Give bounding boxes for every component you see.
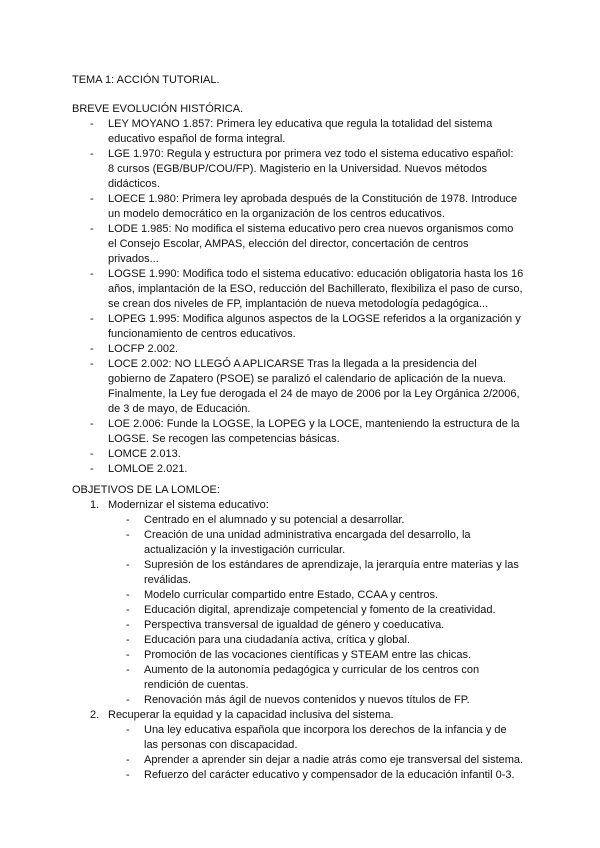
dash-bullet: - (90, 313, 94, 325)
text-line: 8 cursos (EGB/BUP/COU/FP). Magisterio en la Universidad. Nuevos métodos (108, 163, 488, 175)
history-item (0, 222, 600, 267)
history-item (0, 447, 600, 462)
objective-item (0, 633, 600, 648)
objective-item-text (144, 513, 529, 528)
objective-item-text (144, 603, 529, 618)
dash-bullet: - (126, 619, 130, 631)
dash-bullet: - (90, 223, 94, 235)
dash-bullet: - (90, 268, 94, 280)
text-line: educativo español de forma integral. (108, 133, 286, 145)
objective-item-text (144, 768, 529, 783)
objective-item (0, 513, 600, 528)
history-item-text (108, 417, 600, 447)
text-line: Creación de una unidad administrativa encargada del desarrollo, la (144, 529, 471, 541)
objective-item (0, 618, 600, 633)
dash-bullet: - (90, 418, 94, 430)
objective-item-text (144, 528, 529, 558)
history-item-text (108, 222, 600, 267)
history-item (0, 267, 600, 312)
history-item-text (108, 312, 600, 342)
objective-item-text (144, 753, 529, 768)
objective-item-text (144, 648, 529, 663)
text-line: Finalmente, la Ley fue derogada el 24 de mayo de 2006 por la Ley Orgánica 2/2006, (108, 388, 520, 400)
text-line: el Consejo Escolar, AMPAS, elección del director, concertación de centros (108, 238, 469, 250)
dash-bullet: - (90, 193, 94, 205)
objective-sublist (0, 723, 600, 783)
objective-item-text (144, 663, 529, 693)
objective-sublist (0, 513, 600, 708)
text-line: Centrado en el alumnado y su potencial a desarrollar. (144, 514, 405, 526)
history-item (0, 462, 600, 477)
history-item-text (108, 117, 600, 147)
history-item (0, 192, 600, 222)
text-line: LEY MOYANO 1.857: Primera ley educativa que regula la totalidad del sistema (108, 118, 493, 130)
history-item-text (108, 342, 600, 357)
history-list (0, 117, 600, 477)
history-item (0, 357, 600, 417)
objective-number: 2. (90, 709, 100, 721)
text-line: Aprender a aprender sin dejar a nadie atrás como eje transversal del sistema. (144, 754, 524, 766)
objective-item (0, 663, 600, 693)
history-item-text (108, 267, 600, 312)
dash-bullet: - (126, 724, 130, 736)
history-item (0, 342, 600, 357)
objective-item (0, 648, 600, 663)
text-line: rendición de cuentas. (144, 679, 249, 691)
text-line: gobierno de Zapatero (PSOE) se paralizó el calendario de aplicación de la nueva. (108, 373, 507, 385)
dash-bullet: - (126, 559, 130, 571)
objective-item-text (144, 723, 529, 753)
objectives-heading: OBJETIVOS DE LA LOMLOE: (72, 484, 220, 496)
text-line: años, implantación de la ESO, reducción del Bachillerato, flexibiliza el paso de curso, (108, 283, 523, 295)
objective-number: 1. (90, 499, 100, 511)
history-item (0, 117, 600, 147)
text-line: LOCFP 2.002. (108, 343, 179, 355)
objective-item (0, 768, 600, 783)
history-item (0, 312, 600, 342)
text-line: Promoción de las vocaciones científicas y STEAM entre las chicas. (144, 649, 472, 661)
dash-bullet: - (126, 589, 130, 601)
dash-bullet: - (126, 754, 130, 766)
dash-bullet: - (126, 604, 130, 616)
text-line: LOPEG 1.995: Modifica algunos aspectos de la LOGSE referidos a la organización y (108, 313, 521, 325)
objective-group-heading (0, 498, 600, 513)
text-line: LODE 1.985: No modifica el sistema educativo pero crea nuevos organismos como (108, 223, 514, 235)
text-line: LOGSE 1.990: Modifica todo el sistema educativo: educación obligatoria hasta los 16 (108, 268, 524, 280)
dash-bullet: - (126, 529, 130, 541)
history-item-text (108, 147, 600, 192)
objective-item (0, 753, 600, 768)
objective-item (0, 723, 600, 753)
text-line: LOECE 1.980: Primera ley aprobada después de la Constitución de 1978. Introduce (108, 193, 518, 205)
text-line: de 3 de mayo, de Educación. (108, 403, 251, 415)
dash-bullet: - (90, 463, 94, 475)
text-line: LOGSE. Se recogen las competencias básicas. (108, 433, 340, 445)
objective-item (0, 603, 600, 618)
history-heading: BREVE EVOLUCIÓN HISTÓRICA. (72, 103, 244, 115)
objective-item (0, 558, 600, 588)
document-title: TEMA 1: ACCIÓN TUTORIAL. (72, 74, 220, 86)
objective-item-text (144, 633, 529, 648)
text-line: Educación digital, aprendizaje competencial y fomento de la creatividad. (144, 604, 496, 616)
text-line: LOMLOE 2.021. (108, 463, 188, 475)
text-line: Renovación más ágil de nuevos contenidos y nuevos títulos de FP. (144, 694, 470, 706)
text-line: Aumento de la autonomía pedagógica y curricular de los centros con (144, 664, 480, 676)
history-item-text (108, 447, 600, 462)
dash-bullet: - (126, 514, 130, 526)
dash-bullet: - (90, 448, 94, 460)
text-line: didácticos. (108, 178, 160, 190)
text-line: un modelo democrático en la organización de los centros educativos. (108, 208, 445, 220)
history-item-text (108, 192, 600, 222)
dash-bullet: - (126, 769, 130, 781)
history-item (0, 147, 600, 192)
objective-group (0, 498, 600, 708)
objective-item (0, 693, 600, 708)
text-line: Supresión de los estándares de aprendizaje, la jerarquía entre materias y las (144, 559, 519, 571)
dash-bullet: - (90, 343, 94, 355)
text-line: LOMCE 2.013. (108, 448, 181, 460)
objective-item-text (144, 588, 529, 603)
dash-bullet: - (90, 358, 94, 370)
objective-group (0, 708, 600, 783)
text-line: Modelo curricular compartido entre Estado, CCAA y centros. (144, 589, 439, 601)
text-line: Una ley educativa española que incorpora los derechos de la infancia y de (144, 724, 507, 736)
history-item-text (108, 357, 600, 417)
text-line: Educación para una ciudadanía activa, crítica y global. (144, 634, 410, 646)
history-item (0, 417, 600, 447)
text-line: Perspectiva transversal de igualdad de género y coeducativa. (144, 619, 445, 631)
objective-item-text (144, 618, 529, 633)
text-line: Refuerzo del carácter educativo y compensador de la educación infantil 0-3. (144, 769, 515, 781)
dash-bullet: - (126, 634, 130, 646)
objectives-list (0, 498, 600, 783)
objective-item-text (144, 693, 529, 708)
text-line: actualización y la investigación curricular. (144, 544, 346, 556)
text-line: reválidas. (144, 574, 192, 586)
objective-label: Modernizar el sistema educativo: (108, 499, 269, 511)
history-item-text (108, 462, 600, 477)
text-line: se crean dos niveles de FP, implantación de nueva metodología pedagógica... (108, 298, 489, 310)
dash-bullet: - (126, 649, 130, 661)
text-line: LGE 1.970: Regula y estructura por primera vez todo el sistema educativo español: (108, 148, 514, 160)
text-line: LOE 2.006: Funde la LOGSE, la LOPEG y la LOCE, manteniendo la estructura de la (108, 418, 520, 430)
dash-bullet: - (126, 694, 130, 706)
text-line: privados... (108, 253, 159, 265)
text-line: funcionamiento de centros educativos. (108, 328, 296, 340)
objective-item (0, 528, 600, 558)
objective-group-heading (0, 708, 600, 723)
objective-item-text (144, 558, 529, 588)
text-line: las personas con discapacidad. (144, 739, 298, 751)
text-line: LOCE 2.002: NO LLEGÓ A APLICARSE Tras la llegada a la presidencia del (108, 358, 477, 370)
objective-item (0, 588, 600, 603)
dash-bullet: - (126, 664, 130, 676)
dash-bullet: - (90, 148, 94, 160)
dash-bullet: - (90, 118, 94, 130)
objective-label: Recuperar la equidad y la capacidad inclusiva del sistema. (108, 709, 394, 721)
